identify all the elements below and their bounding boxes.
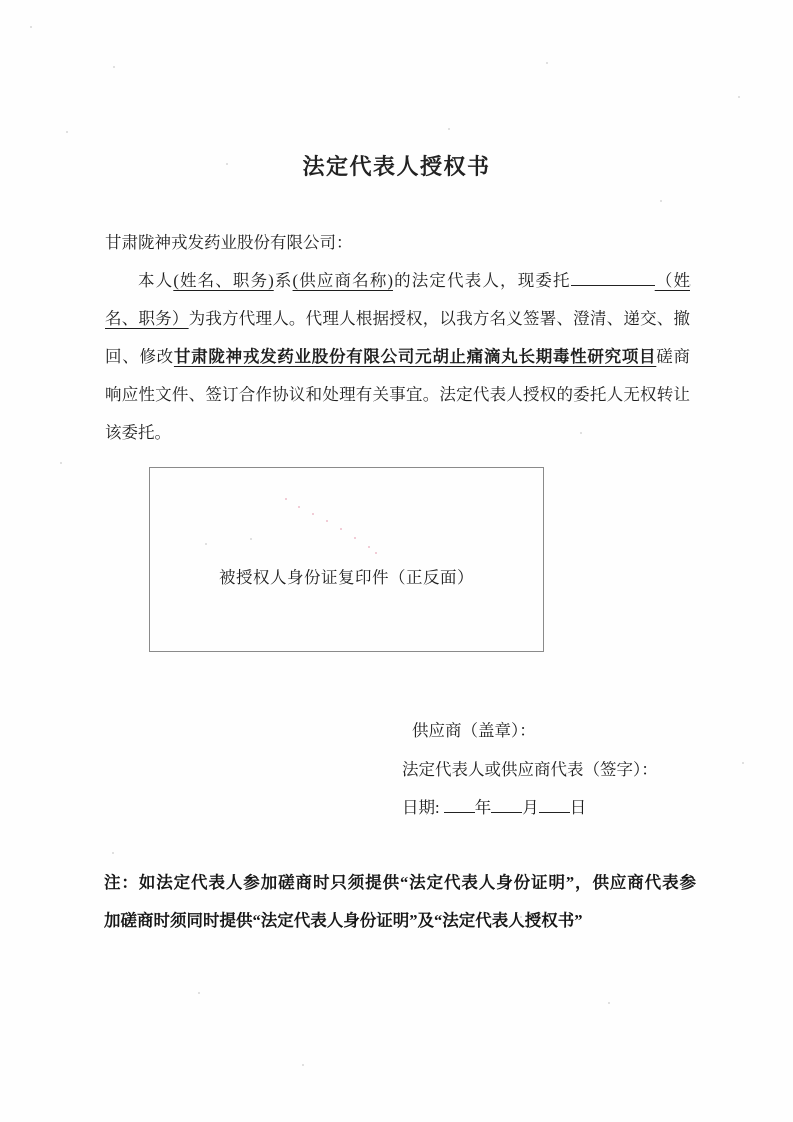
body-text-segment: 磋商 [656,347,691,366]
scan-speckle [198,992,200,994]
body-text-segment: 回、修改 [105,347,174,366]
date-year-blank [444,796,475,814]
body-text-segment: 系 [273,271,293,290]
scan-speckle [660,200,662,202]
note-block [104,864,696,940]
date-line [402,789,658,828]
scan-speckle [302,1064,304,1066]
scan-speckle [546,62,548,64]
project-name-segment: 甘肃陇神戎发药业股份有限公司元胡止痛滴丸长期毒性研究项目 [173,347,657,366]
representative-signature-line: 法定代表人或供应商代表（签字）： [402,759,658,779]
date-month-blank [491,796,522,814]
delegate-name-blank [571,269,655,287]
scan-speckle [113,66,115,68]
body-text-segment: 本人 [138,271,174,290]
scan-speckle [30,26,32,28]
scan-speckle [66,131,68,133]
scan-speckle [738,96,740,98]
scan-speckle [448,128,450,130]
body-line-5: 该委托。 [105,423,171,442]
note-line-1: 注：如法定代表人参加磋商时只须提供“法定代表人身份证明”，供应商代表参 [104,873,696,892]
scan-speckle [60,462,62,464]
body-text-segment: （姓 [654,271,690,290]
scan-speckle [112,852,114,854]
date-year-label: 年 [474,798,492,817]
body-line-4: 响应性文件、签订合作协议和处理有关事宜。法定代表人授权的委托人无权转让 [105,385,690,404]
date-day-label: 日 [569,798,587,817]
date-month-label: 月 [522,798,539,817]
salutation-line: 甘肃陇神戎发药业股份有限公司： [105,233,353,252]
signature-block [402,712,658,828]
body-line-2 [105,300,690,338]
id-copy-box-label: 被授权人身份证复印件（正反面） [219,567,474,587]
body-line-3 [105,338,690,376]
authorization-body [105,224,690,452]
id-copy-box [149,467,544,652]
supplier-seal-line: 供应商（盖章）： [412,721,536,740]
body-text-segment: 名、职务） [105,309,189,328]
supplier-name-placeholder: (供应商名称) [292,271,393,290]
name-title-placeholder: (姓名、职务) [173,271,274,290]
date-day-blank [539,796,570,814]
note-line-2: 加磋商时须同时提供“法定代表人身份证明”及“法定代表人授权书” [104,911,583,930]
body-text-segment: 为我方代理人。代理人根据授权，以我方名义签署、澄清、递交、撤 [188,309,691,328]
body-line-1 [105,262,690,300]
scan-speckle [742,762,744,764]
scan-speckle [608,1002,610,1004]
body-text-segment: 的法定代表人，现委托 [392,271,571,290]
date-label: 日期: [402,798,440,817]
document-title: 法定代表人授权书 [302,154,491,179]
